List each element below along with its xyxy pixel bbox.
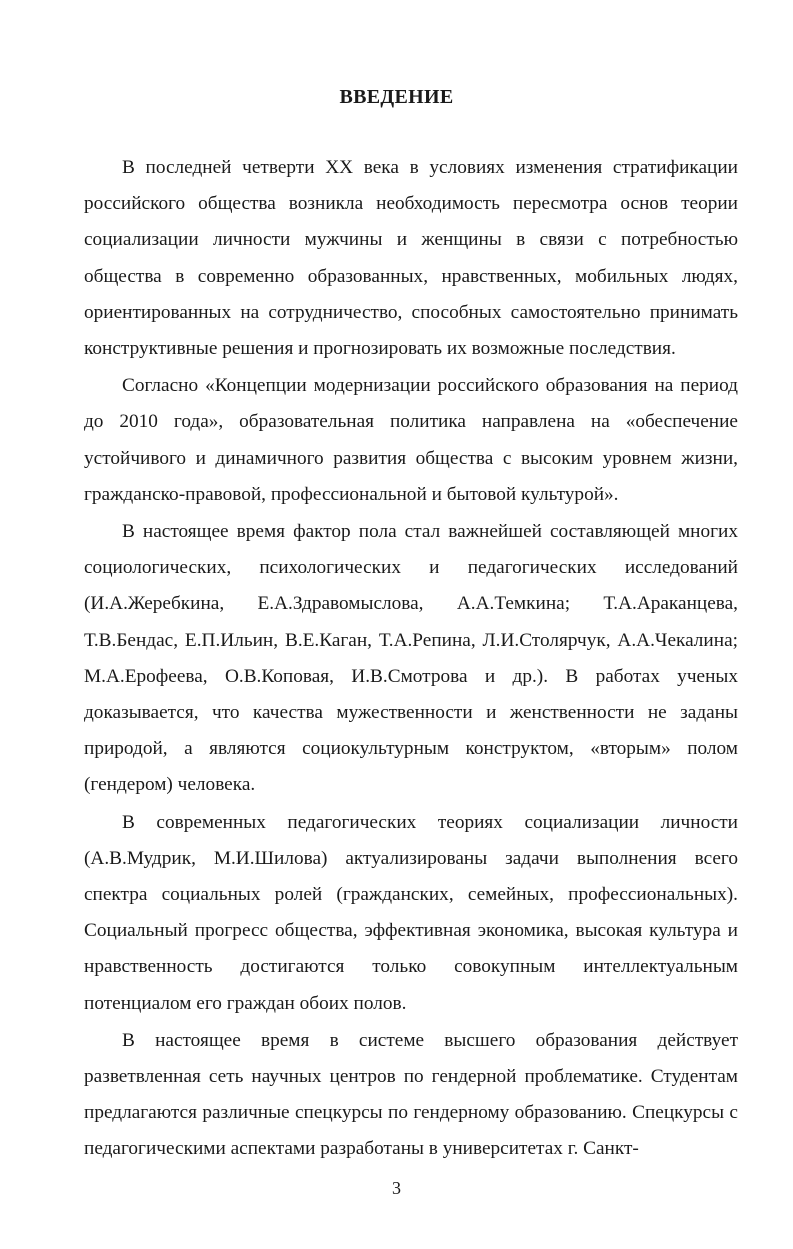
page-number: 3 (392, 1178, 401, 1198)
body-text (84, 150, 738, 1168)
section-heading: ВВЕДЕНИЕ (339, 86, 454, 108)
paragraph-4: В современных педагогических теориях социализации личности (А.В.Мудрик, М.И.Шилова) актуализированы задачи выполнения всего спектра социальных ролей (гражданских, семейных, профессиональных). Социальный прогресс общества, эффективная экономика, высокая культура и нравственность достигаются только совокупным интеллектуальным потенциалом его граждан обоих полов. (84, 811, 738, 1014)
paragraph-5: В настоящее время в системе высшего образования действует разветвленная сеть научных центров по гендерной проблематике. Студентам предлагаются различные спецкурсы по гендерному образованию. Спецкурсы с педагогическими аспектами разработаны в университетах г. Санкт- (84, 1029, 738, 1160)
paragraph-1: В последней четверти XX века в условиях изменения стратификации российского общества возникла необходимость пересмотра основ теории социализации личности мужчины и женщины в связи с потребностью общества в современно образованных, нравственных, мобильных людях, ориентированных на сотрудничество, способных самостоятельно принимать конструктивные решения и прогнозировать их возможные последствия. (84, 157, 738, 360)
paragraph-2: Согласно «Концепции модернизации российского образования на период до 2010 года», образовательная политика направлена на «обеспечение устойчивого и динамичного развития общества с высоким уровнем жизни, гражданско-правовой, профессиональной и бытовой культурой». (84, 375, 738, 505)
paragraph-3: В настоящее время фактор пола стал важнейшей составляющей многих социологических, психологических и педагогических исследований (И.А.Жеребкина, Е.А.Здравомыслова, А.А.Темкина; Т.А.Араканцева, Т.В.Бендас, Е.П.Ильин, В.Е.Каган, Т.А.Репина, Л.И.Столярчук, А.А.Чекалина; М.А.Ерофеева, О.В.Коповая, И.В.Смотрова и др.). В работах ученых доказывается, что качества мужественности и женственности не заданы природой, а являются социокультурным конструктом, «вторым» полом (гендером) человека. (84, 521, 738, 796)
